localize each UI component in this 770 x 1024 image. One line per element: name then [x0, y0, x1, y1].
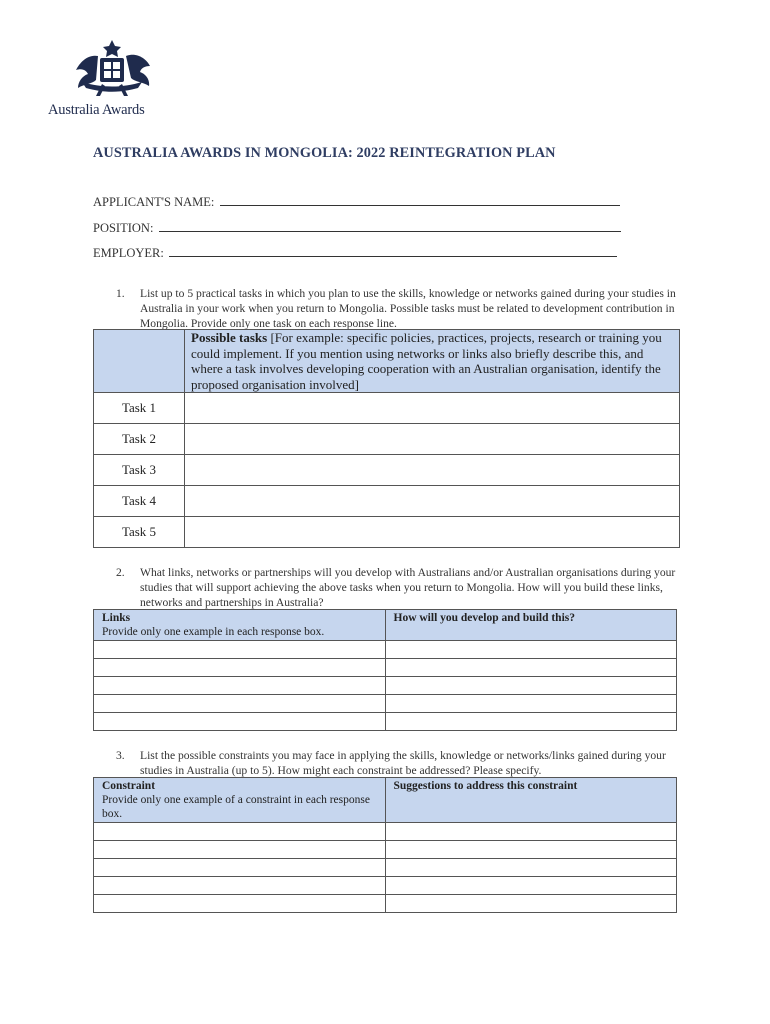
develop-response-cell[interactable]	[385, 659, 677, 677]
employer-line[interactable]	[169, 245, 617, 257]
suggestion-response-cell[interactable]	[385, 859, 677, 877]
position-label: POSITION:	[93, 221, 154, 235]
table-row	[94, 841, 677, 859]
question-2	[116, 565, 676, 610]
applicant-name-label: APPLICANT'S NAME:	[93, 195, 215, 209]
links-header-row	[94, 610, 677, 641]
links-col-title: Links	[102, 612, 131, 624]
tasks-table	[93, 329, 680, 548]
employer-field[interactable]	[93, 245, 617, 261]
table-row	[94, 895, 677, 913]
table-row	[94, 677, 677, 695]
constraint-response-cell[interactable]	[94, 823, 386, 841]
constraint-col-subtitle: Provide only one example of a constraint in each response box.	[102, 794, 370, 820]
suggestion-response-cell[interactable]	[385, 841, 677, 859]
question-1	[116, 286, 676, 331]
page-title: AUSTRALIA AWARDS IN MONGOLIA: 2022 REINTEGRATION PLAN	[93, 145, 556, 161]
links-response-cell[interactable]	[94, 713, 386, 731]
position-line[interactable]	[159, 220, 621, 232]
constraint-response-cell[interactable]	[94, 895, 386, 913]
task-label: Task 1	[94, 393, 185, 424]
links-table	[93, 609, 677, 731]
brand-name: Australia Awards	[48, 102, 145, 118]
table-row	[94, 641, 677, 659]
task-label: Task 4	[94, 486, 185, 517]
question-1-number: 1.	[116, 287, 125, 300]
question-2-number: 2.	[116, 566, 125, 579]
tasks-header-blank	[94, 330, 185, 393]
links-col-subtitle: Provide only one example in each response box.	[102, 626, 325, 638]
question-3-text: List the possible constraints you may face in applying the skills, knowledge or networks/links gained during your studies in Australia (up to 5). How might each constraint be addressed? Please specify.	[140, 749, 666, 777]
question-3	[116, 748, 676, 778]
table-row	[94, 455, 680, 486]
table-row	[94, 517, 680, 548]
question-1-text: List up to 5 practical tasks in which you plan to use the skills, knowledge or networks gained during your studies in Australia in your work when you return to Mongolia. Possible tasks must be related to development contribution in Mongolia. Provide only one task on each response line.	[140, 287, 676, 330]
develop-header-cell	[385, 610, 677, 641]
tasks-header-bold: Possible tasks	[191, 330, 268, 345]
constraint-col-title: Constraint	[102, 780, 156, 792]
constraint-response-cell[interactable]	[94, 877, 386, 895]
table-row	[94, 877, 677, 895]
tasks-header-row	[94, 330, 680, 393]
links-response-cell[interactable]	[94, 695, 386, 713]
task-label: Task 2	[94, 424, 185, 455]
constraint-response-cell[interactable]	[94, 859, 386, 877]
task-response-cell[interactable]	[185, 517, 680, 548]
table-row	[94, 486, 680, 517]
question-2-text: What links, networks or partnerships will you develop with Australians and/or Australian organisations during your studies that will support achieving the above tasks when you return to Mongolia. How will you build these links, networks and partnerships in Australia?	[140, 566, 676, 609]
suggestions-header-cell	[385, 778, 677, 823]
coat-of-arms-icon	[62, 38, 162, 100]
develop-response-cell[interactable]	[385, 641, 677, 659]
links-header-cell	[94, 610, 386, 641]
table-row	[94, 424, 680, 455]
task-label: Task 3	[94, 455, 185, 486]
task-response-cell[interactable]	[185, 455, 680, 486]
constraint-response-cell[interactable]	[94, 841, 386, 859]
suggestion-response-cell[interactable]	[385, 895, 677, 913]
develop-col-title: How will you develop and build this?	[393, 612, 575, 624]
question-3-number: 3.	[116, 749, 125, 762]
tasks-header-text: [For example: specific policies, practices, projects, research or training you could implement. If you mention using networks or links also briefly describe this, and where a task involves developing cooperation with an Australian organisation, identify the proposed organisation involved]	[191, 330, 662, 392]
table-row	[94, 393, 680, 424]
suggestions-col-title: Suggestions to address this constraint	[393, 780, 578, 792]
tasks-header-cell	[185, 330, 680, 393]
employer-label: EMPLOYER:	[93, 246, 164, 260]
table-row	[94, 823, 677, 841]
links-response-cell[interactable]	[94, 677, 386, 695]
develop-response-cell[interactable]	[385, 677, 677, 695]
suggestion-response-cell[interactable]	[385, 823, 677, 841]
table-row	[94, 695, 677, 713]
table-row	[94, 713, 677, 731]
develop-response-cell[interactable]	[385, 713, 677, 731]
constraint-header-cell	[94, 778, 386, 823]
position-field[interactable]	[93, 220, 621, 236]
suggestion-response-cell[interactable]	[385, 877, 677, 895]
task-response-cell[interactable]	[185, 424, 680, 455]
task-label: Task 5	[94, 517, 185, 548]
applicant-name-line[interactable]	[220, 194, 620, 206]
develop-response-cell[interactable]	[385, 695, 677, 713]
links-response-cell[interactable]	[94, 641, 386, 659]
constraints-table	[93, 777, 677, 913]
applicant-name-field[interactable]	[93, 194, 620, 210]
australia-awards-logo	[44, 38, 174, 124]
table-row	[94, 859, 677, 877]
task-response-cell[interactable]	[185, 486, 680, 517]
task-response-cell[interactable]	[185, 393, 680, 424]
table-row	[94, 659, 677, 677]
constraints-header-row	[94, 778, 677, 823]
links-response-cell[interactable]	[94, 659, 386, 677]
